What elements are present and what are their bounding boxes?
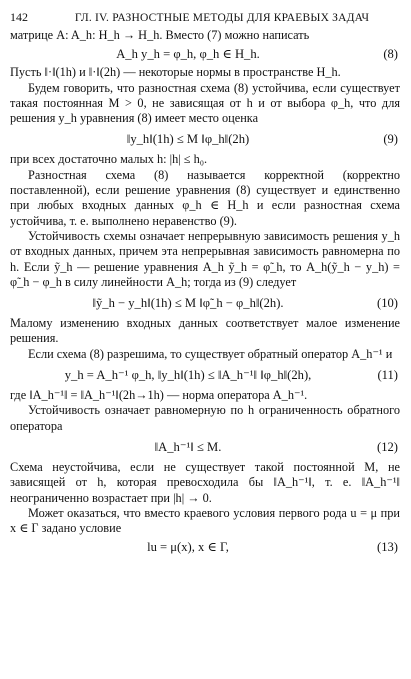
equation-9 <box>10 126 400 152</box>
equation-12-formula: ‖A_h⁻¹‖ ≤ M. <box>154 439 222 454</box>
paragraph-9: где ‖A_h⁻¹‖ = ‖A_h⁻¹‖(2h→1h) — норма оператора A_h⁻¹. <box>10 388 308 403</box>
equation-10-number: (10) <box>377 296 398 311</box>
equation-11-formula: y_h = A_h⁻¹ φ_h, ‖y_h‖(1h) ≤ ‖A_h⁻¹‖ ‖φ_h‖(2h), <box>64 368 312 383</box>
equation-13-formula: lu = μ(x), x ∈ Γ, <box>147 540 229 555</box>
equation-10-formula: ‖ỹ_h − y_h‖(1h) ≤ M ‖φ̃_h − φ_h‖(2h). <box>92 296 284 311</box>
paragraph-11: Схема неустойчива, если не существует такой постоянной M, не зависящей от h, которая превосходила бы ‖A_h⁻¹‖, т. е. ‖A_h⁻¹‖ неограниченно возрастает при |h| → 0. <box>10 459 400 505</box>
paragraph-6: Устойчивость схемы означает непрерывную зависимость решения y_h от входных данных, причем эта непрерывная зависимость равномерна по h. Если ỹ_h — решение уравнения A_h ỹ_h = φ̃_h, то A_h(ỹ_h − y_h) = φ̃_h − φ_h в силу линейности A_h; тогда из (9) следует <box>10 228 400 289</box>
paragraph-4: при всех достаточно малых h: |h| ≤ h₀. <box>10 152 208 167</box>
running-header <box>10 10 400 28</box>
paragraph-5: Разностная схема (8) называется корректной (корректно поставленной), если решение уравнения (8) существует и единственно при любых входных данных φ_h ∈ H_h и если разностная схема устойчива, т. е. выполнено неравенство (9). <box>10 167 400 228</box>
equation-12 <box>10 434 400 460</box>
equation-9-number: (9) <box>383 132 398 147</box>
equation-13-number: (13) <box>377 540 398 555</box>
paragraph-2: Пусть ‖·‖(1h) и ‖·‖(2h) — некоторые нормы в пространстве H_h. <box>10 65 341 80</box>
equation-9-formula: ‖y_h‖(1h) ≤ M ‖φ_h‖(2h) <box>126 132 250 147</box>
page <box>10 10 400 558</box>
equation-8-number: (8) <box>383 47 398 62</box>
equation-11 <box>10 362 400 388</box>
paragraph-12: Может оказаться, что вместо краевого условия первого рода u = μ при x ∈ Γ задано условие <box>10 505 400 536</box>
equation-10 <box>10 290 400 316</box>
equation-8 <box>10 43 400 65</box>
equation-13 <box>10 536 400 558</box>
paragraph-1: матрице A: A_h: H_h → H_h. Вместо (7) можно написать <box>10 28 310 42</box>
page-number: 142 <box>10 10 28 24</box>
paragraph-8: Если схема (8) разрешима, то существует обратный оператор A_h⁻¹ и <box>28 346 393 361</box>
paragraph-7: Малому изменению входных данных соответствует малое изменение решения. <box>10 316 400 346</box>
equation-11-number: (11) <box>377 368 398 383</box>
equation-8-formula: A_h y_h = φ_h, φ_h ∈ H_h. <box>116 47 260 62</box>
paragraph-10: Устойчивость означает равномерную по h ограниченность обратного оператора <box>10 403 400 433</box>
chapter-title: ГЛ. IV. РАЗНОСТНЫЕ МЕТОДЫ ДЛЯ КРАЕВЫХ ЗАДАЧ <box>74 12 370 24</box>
equation-12-number: (12) <box>377 439 398 454</box>
paragraph-3: Будем говорить, что разностная схема (8) устойчива, если существует такая постоянная M > 0, не зависящая от h и от выбора φ_h, что для решения y_h уравнения (8) имеет место оценка <box>10 80 400 126</box>
